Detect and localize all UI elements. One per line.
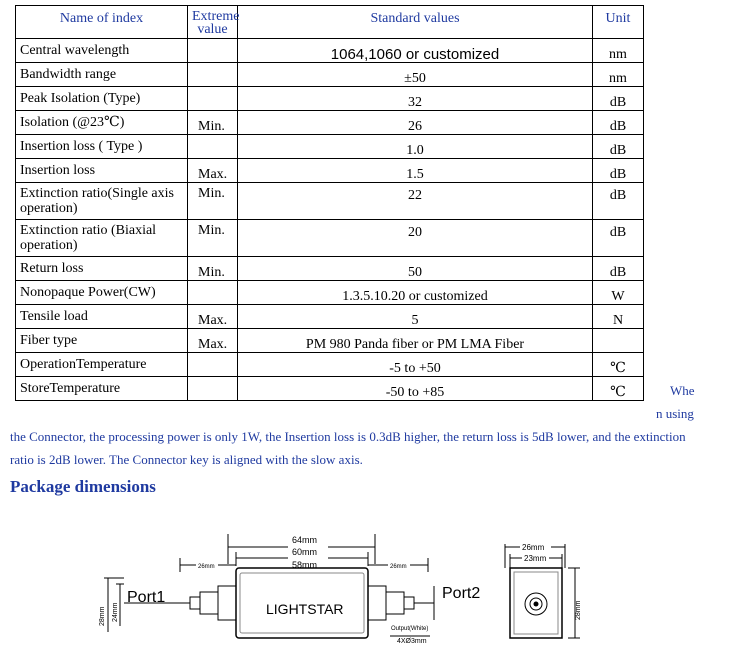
end-view-width-23: 23mm (524, 554, 547, 563)
row-name: Fiber type (16, 329, 188, 353)
row-unit: dB (593, 159, 644, 183)
table-header-row (16, 6, 644, 39)
row-extreme: Max. (188, 159, 238, 183)
row-name: Bandwidth range (16, 63, 188, 87)
row-value: -50 to +85 (238, 377, 593, 401)
table-row (16, 183, 644, 220)
row-extreme: Min. (188, 257, 238, 281)
note-line-1: the Connector, the processing power is only 1W, the Insertion loss is 0.3dB higher, the return loss is 5dB lower, and the extinction (10, 429, 686, 444)
row-name: Insertion loss ( Type ) (16, 135, 188, 159)
row-value: 1.0 (238, 135, 593, 159)
dim-height-28: 28mm (99, 606, 106, 626)
table-row (16, 329, 644, 353)
table-row (16, 39, 644, 63)
row-value: 32 (238, 87, 593, 111)
table-row (16, 135, 644, 159)
row-name: Peak Isolation (Type) (16, 87, 188, 111)
row-extreme: Min. (188, 220, 238, 257)
row-name: Insertion loss (16, 159, 188, 183)
row-unit: dB (593, 183, 644, 220)
row-value: 1064,1060 or customized (238, 39, 593, 63)
dim-length-58: 58mm (292, 560, 318, 570)
row-unit: dB (593, 220, 644, 257)
note-side-fragment-1: Whe (670, 383, 695, 398)
table-row (16, 281, 644, 305)
row-unit: dB (593, 257, 644, 281)
row-name: Return loss (16, 257, 188, 281)
note-line-2: ratio is 2dB lower. The Connector key is aligned with the slow axis. (10, 452, 363, 467)
row-unit: dB (593, 87, 644, 111)
table-row (16, 159, 644, 183)
label-port1: Port1 (127, 589, 166, 606)
row-unit: dB (593, 135, 644, 159)
dim-left-lead: 26mm (198, 564, 215, 570)
row-extreme (188, 281, 238, 305)
row-name: Extinction ratio(Single axis operation) (16, 183, 188, 220)
row-name: StoreTemperature (16, 377, 188, 401)
table-row (16, 353, 644, 377)
housing-brand-label: LIGHTSTAR (266, 601, 344, 617)
row-value: 26 (238, 111, 593, 135)
label-port2: Port2 (442, 585, 481, 602)
row-unit: ℃ (593, 353, 644, 377)
row-unit: nm (593, 39, 644, 63)
note-side-fragment-2: n using (656, 406, 694, 421)
row-extreme (188, 353, 238, 377)
row-value: PM 980 Panda fiber or PM LMA Fiber (238, 329, 593, 353)
row-value: 20 (238, 220, 593, 257)
row-unit (593, 329, 644, 353)
row-extreme (188, 87, 238, 111)
row-extreme (188, 377, 238, 401)
end-view-height-28: 28mm (575, 600, 582, 620)
row-unit: dB (593, 111, 644, 135)
row-extreme (188, 135, 238, 159)
row-extreme: Max. (188, 305, 238, 329)
end-view-width-26: 26mm (522, 543, 545, 552)
header-unit: Unit (593, 6, 644, 39)
header-standard-values: Standard values (238, 6, 593, 39)
table-row (16, 220, 644, 257)
dim-length-60: 60mm (292, 547, 318, 557)
row-name: Extinction ratio (Biaxial operation) (16, 220, 188, 257)
row-name: Central wavelength (16, 39, 188, 63)
row-extreme: Min. (188, 111, 238, 135)
dim-lower: 4XØ3mm (397, 638, 427, 645)
dim-height-24: 24mm (112, 602, 119, 622)
row-value: 1.5 (238, 159, 593, 183)
row-value: 5 (238, 305, 593, 329)
dim-length-64: 64mm (292, 535, 318, 545)
row-name: Isolation (@23℃) (16, 111, 188, 135)
row-unit: W (593, 281, 644, 305)
table-row (16, 87, 644, 111)
table-row (16, 257, 644, 281)
row-unit: N (593, 305, 644, 329)
table-row (16, 111, 644, 135)
row-unit: nm (593, 63, 644, 87)
section-heading: Package dimensions (10, 477, 156, 496)
specification-table (15, 5, 644, 401)
label-output: Output(White) (391, 626, 429, 632)
row-value: 50 (238, 257, 593, 281)
row-name: Tensile load (16, 305, 188, 329)
row-extreme (188, 63, 238, 87)
end-view-center-dot (534, 602, 539, 607)
row-name: OperationTemperature (16, 353, 188, 377)
table-row (16, 305, 644, 329)
row-extreme: Min. (188, 183, 238, 220)
row-extreme: Max. (188, 329, 238, 353)
table-row (16, 377, 644, 401)
row-unit: ℃ (593, 377, 644, 401)
row-value: 1.3.5.10.20 or customized (238, 281, 593, 305)
dim-right-lead: 26mm (390, 564, 407, 570)
header-extreme-value: Extreme value (188, 6, 238, 39)
package-dimensions-drawing (0, 500, 749, 666)
row-value: -5 to +50 (238, 353, 593, 377)
row-extreme (188, 39, 238, 63)
table-row (16, 63, 644, 87)
row-value: 22 (238, 183, 593, 220)
row-value: ±50 (238, 63, 593, 87)
row-name: Nonopaque Power(CW) (16, 281, 188, 305)
header-name-of-index: Name of index (16, 6, 188, 39)
